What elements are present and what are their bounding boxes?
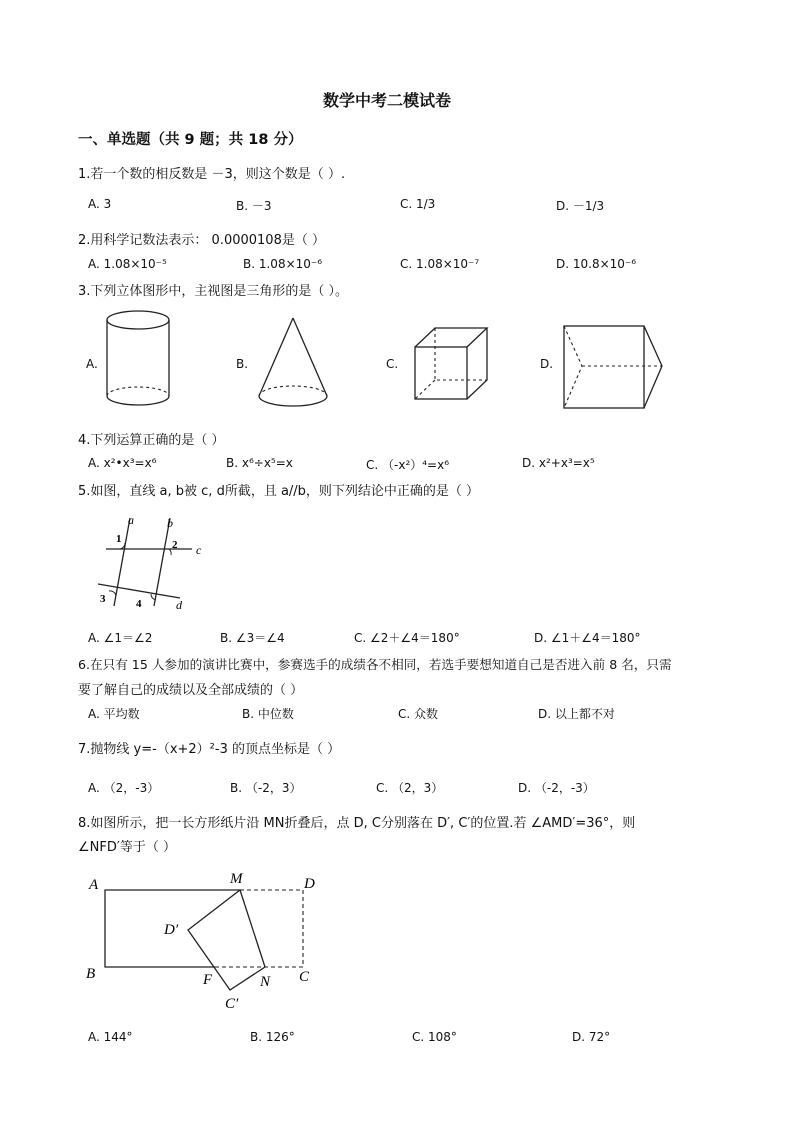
cylinder-figure bbox=[100, 308, 176, 412]
question-5-stem: 5.如图，直线 a, b被 c, d所截，且 a//b，则下列结论中正确的是（ ） bbox=[78, 484, 480, 499]
question-1-option-a: A. 3 bbox=[88, 197, 112, 211]
question-8-option-c: C. 108° bbox=[412, 1030, 457, 1044]
question-5-option-b: B. ∠3＝∠4 bbox=[220, 631, 285, 645]
fig5-label-4: 4 bbox=[136, 598, 142, 610]
fig8-label-M: M bbox=[230, 871, 243, 887]
question-6-stem: 6.在只有 15 人参加的演讲比赛中，参赛选手的成绩各不相同，若选手要想知道自己是否进入前 8 名，只需 bbox=[78, 657, 672, 672]
question-4-option-b: B. x⁶÷x⁵=x bbox=[226, 456, 293, 470]
question-5-option-c: C. ∠2＋∠4＝180° bbox=[354, 631, 460, 645]
fig8-label-A: A bbox=[89, 877, 99, 893]
question-2-option-a: A. 1.08×10⁻⁵ bbox=[88, 257, 167, 271]
fig8-label-F: F bbox=[203, 972, 213, 988]
question-8-option-d: D. 72° bbox=[572, 1030, 611, 1044]
question-1-stem: 1.若一个数的相反数是 －3，则这个数是（ ）. bbox=[78, 167, 346, 182]
question-5-option-a: A. ∠1＝∠2 bbox=[88, 631, 153, 645]
fig5-label-3: 3 bbox=[100, 593, 106, 605]
question-8-stem: 8.如图所示，把一长方形纸片沿 MN折叠后，点 D, C分别落在 D′, C′的位置.若 ∠AMD′=36°，则 bbox=[78, 816, 636, 831]
question-7-option-b: B. （-2，3） bbox=[230, 781, 302, 795]
fig8-label-D-prime: D′ bbox=[164, 922, 179, 938]
question-3-option-d: D. bbox=[540, 357, 554, 371]
question-6-option-d: D. 以上都不对 bbox=[538, 707, 615, 721]
question-6-option-c: C. 众数 bbox=[398, 707, 439, 721]
question-6-option-a: A. 平均数 bbox=[88, 707, 140, 721]
question-1-option-d: D. －1/3 bbox=[556, 199, 605, 213]
fig5-label-b: b bbox=[167, 516, 173, 530]
question-3-option-c: C. bbox=[386, 357, 399, 371]
question-2-option-b: B. 1.08×10⁻⁶ bbox=[243, 257, 323, 271]
question-3-stem: 3.下列立体图形中，主视图是三角形的是（ ）。 bbox=[78, 284, 349, 299]
page-title: 数学中考二模试卷 bbox=[323, 91, 452, 110]
question-1-option-c: C. 1/3 bbox=[400, 197, 436, 211]
question-5-option-d: D. ∠1＋∠4＝180° bbox=[534, 631, 641, 645]
question-4-option-d: D. x²+x³=x⁵ bbox=[522, 456, 595, 470]
question-3-option-a: A. bbox=[86, 357, 98, 371]
cube-figure bbox=[410, 325, 492, 405]
question-8-option-a: A. 144° bbox=[88, 1030, 133, 1044]
fig8-label-D: D bbox=[304, 876, 315, 892]
question-1-option-b: B. －3 bbox=[236, 199, 272, 213]
fig8-label-C: C bbox=[299, 969, 310, 985]
section-heading: 一、单选题（共 9 题；共 18 分） bbox=[78, 132, 303, 148]
fig5-label-1: 1 bbox=[116, 533, 122, 545]
folded-rectangle-figure bbox=[80, 866, 330, 1014]
fig5-label-2: 2 bbox=[172, 539, 178, 551]
question-2-stem: 2.用科学记数法表示： 0.0000108是（ ） bbox=[78, 233, 325, 248]
question-8-option-b: B. 126° bbox=[250, 1030, 295, 1044]
question-4-option-c: C. （-x²）⁴=x⁶ bbox=[366, 458, 450, 472]
fig8-label-N: N bbox=[260, 974, 271, 990]
parallel-lines-figure bbox=[94, 512, 204, 616]
question-6-option-b: B. 中位数 bbox=[242, 707, 294, 721]
prism-figure bbox=[560, 322, 668, 412]
fig8-label-B: B bbox=[86, 966, 96, 982]
question-8-stem-line2: ∠NFD′等于（ ） bbox=[78, 840, 176, 855]
fig5-label-d: d bbox=[176, 598, 182, 612]
question-3-option-b: B. bbox=[236, 357, 249, 371]
cone-figure bbox=[254, 314, 334, 412]
question-4-stem: 4.下列运算正确的是（ ） bbox=[78, 433, 225, 448]
question-2-option-d: D. 10.8×10⁻⁶ bbox=[556, 257, 637, 271]
question-7-stem: 7.抛物线 y=-（x+2）²-3 的顶点坐标是（ ） bbox=[78, 742, 341, 757]
question-7-option-a: A. （2，-3） bbox=[88, 781, 160, 795]
question-7-option-d: D. （-2，-3） bbox=[518, 781, 595, 795]
fig5-label-c: c bbox=[196, 543, 202, 557]
fig8-label-C-prime: C′ bbox=[225, 996, 239, 1012]
question-6-stem-line2: 要了解自己的成绩以及全部成绩的（ ） bbox=[78, 683, 304, 698]
fig5-label-a: a bbox=[128, 513, 134, 527]
question-4-option-a: A. x²•x³=x⁶ bbox=[88, 456, 157, 470]
question-7-option-c: C. （2，3） bbox=[376, 781, 444, 795]
question-2-option-c: C. 1.08×10⁻⁷ bbox=[400, 257, 480, 271]
